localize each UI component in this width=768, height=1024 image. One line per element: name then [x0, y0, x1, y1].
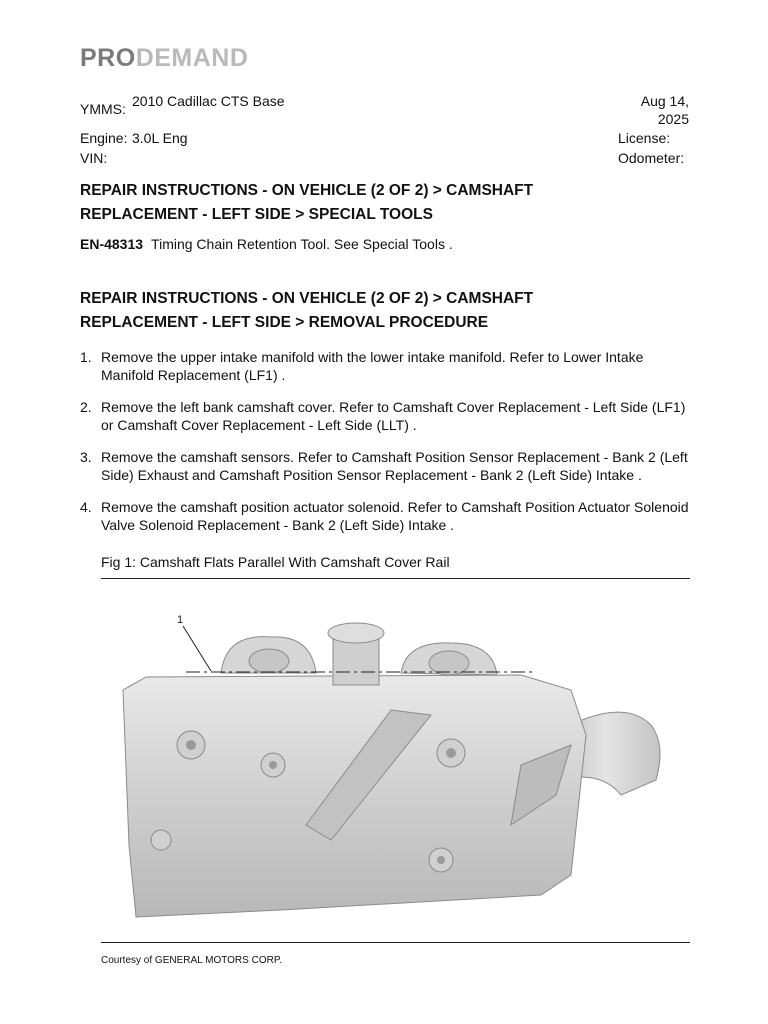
section-heading-line: REPLACEMENT - LEFT SIDE > REMOVAL PROCEDURE: [80, 314, 489, 331]
ymms-value: 2010 Cadillac CTS Base: [132, 93, 285, 109]
step-number: 3.: [80, 449, 92, 465]
figure-bottom-divider: [101, 942, 690, 943]
figure-top-divider: [101, 578, 690, 579]
special-tool-entry: [80, 236, 453, 252]
step-item: [80, 498, 692, 534]
report-date-line2: 2025: [657, 111, 689, 127]
license-label: License:: [618, 130, 671, 146]
logo-demand-text: DEMAND: [135, 44, 249, 72]
section-heading-removal: [80, 287, 700, 335]
camshaft-illustration: [101, 595, 690, 925]
step-text: Remove the upper intake manifold with the lower intake manifold. Refer to Lower Intake Manifold Replacement (LF1) .: [101, 349, 644, 383]
step-number: 4.: [80, 499, 92, 515]
section-heading-line: REPAIR INSTRUCTIONS - ON VEHICLE (2 OF 2) > CAMSHAFT: [80, 182, 534, 199]
odometer-label: Odometer:: [618, 150, 685, 166]
prodemand-logo: [80, 44, 248, 73]
section-heading-line: REPAIR INSTRUCTIONS - ON VEHICLE (2 OF 2) > CAMSHAFT: [80, 290, 534, 307]
figure-caption: Fig 1: Camshaft Flats Parallel With Camshaft Cover Rail: [101, 554, 450, 570]
step-text: Remove the left bank camshaft cover. Refer to Camshaft Cover Replacement - Left Side (LF1) or Camshaft Cover Replacement - Left Side (LLT) .: [101, 399, 686, 433]
step-text: Remove the camshaft position actuator solenoid. Refer to Camshaft Position Actuator Solenoid Valve Solenoid Replacement - Bank 2 (Left Side) Intake .: [101, 499, 689, 533]
step-item: [80, 348, 692, 384]
report-date: [600, 92, 689, 128]
report-date-line1: Aug 14,: [640, 93, 689, 109]
logo-pro-text: PRO: [80, 44, 136, 72]
figure-callout-1: 1: [177, 614, 184, 626]
section-heading-line: REPLACEMENT - LEFT SIDE > SPECIAL TOOLS: [80, 206, 433, 223]
step-number: 2.: [80, 399, 92, 415]
step-text: Remove the camshaft sensors. Refer to Camshaft Position Sensor Replacement - Bank 2 (Left Side) Exhaust and Camshaft Position Sensor Replacement - Bank 2 (Left Side) Intake .: [101, 449, 688, 483]
step-item: [80, 398, 692, 434]
ymms-label: YMMS:: [80, 101, 126, 117]
vin-label: VIN:: [80, 150, 108, 166]
engine-value: 3.0L Eng: [132, 130, 188, 146]
tool-description: Timing Chain Retention Tool. See Special Tools .: [151, 236, 453, 252]
courtesy-note: Courtesy of GENERAL MOTORS CORP.: [101, 955, 282, 966]
step-item: [80, 448, 692, 484]
tool-code: EN-48313: [80, 236, 144, 252]
engine-label: Engine:: [80, 130, 128, 146]
section-heading-special-tools: [80, 179, 700, 227]
step-number: 1.: [80, 349, 92, 365]
removal-steps: [80, 348, 692, 548]
